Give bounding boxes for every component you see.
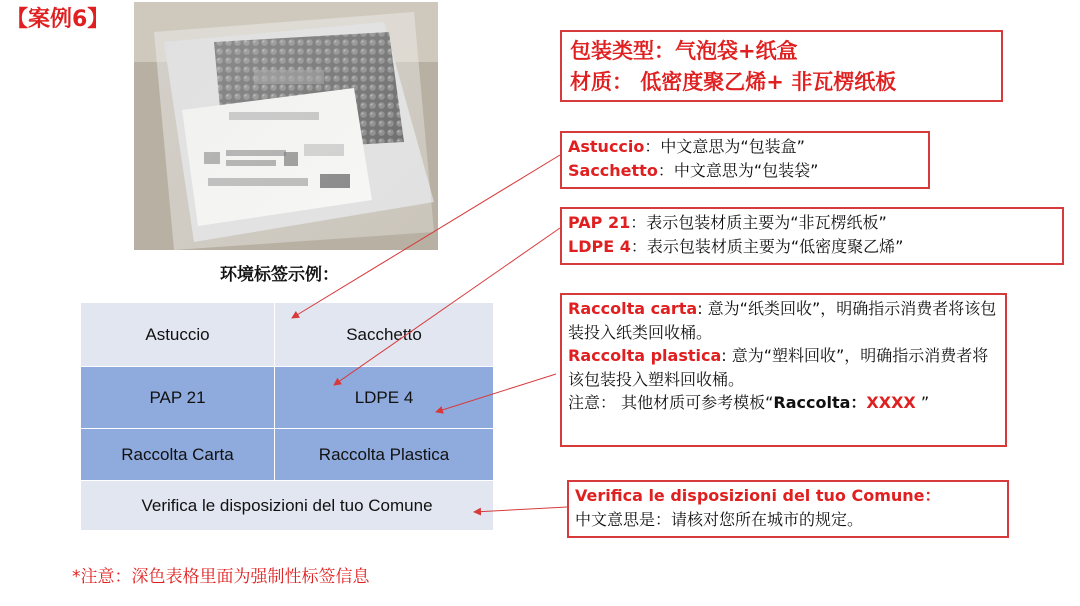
note-raccolta: Raccolta： (773, 393, 867, 412)
table-cell-raccolta-plastica: Raccolta Plastica (275, 429, 494, 481)
arrow-to-verifica (474, 507, 567, 512)
arrow-to-ldpe4 (334, 228, 560, 385)
term-verifica: Verifica le disposizioni del tuo Comune (575, 486, 925, 505)
arrow-to-astuccio (292, 155, 560, 318)
environment-label-caption: 环境标签示例： (220, 265, 339, 285)
arrow-to-raccolta (436, 374, 556, 412)
table-cell-astuccio: Astuccio (81, 303, 275, 367)
term-verifica-colon: ： (924, 486, 941, 505)
astuccio-meaning: ：中文意思为“包装盒” (644, 137, 805, 156)
note-prefix: 注意： 其他材质可参考模板“ (568, 393, 774, 412)
term-astuccio: Astuccio (568, 137, 645, 156)
sacchetto-meaning: ：中文意思为“包装袋” (657, 161, 819, 180)
term-ldpe4: LDPE 4 (568, 237, 631, 256)
verifica-meaning: 中文意思是：请核对您所在城市的规定。 (575, 510, 864, 529)
term-pap21: PAP 21 (568, 213, 631, 232)
note-suffix: ” (915, 393, 930, 412)
table-cell-ldpe4: LDPE 4 (275, 367, 494, 429)
term-sacchetto: Sacchetto (568, 161, 658, 180)
raccolta-plastica-meaning: : 意为“塑料回收”，明确指示消费者将该包装投入塑料回收桶。 (568, 346, 989, 389)
raccolta-carta-meaning: : 意为“纸类回收”，明确指示消费者将该包装投入纸类回收桶。 (568, 299, 997, 342)
table-cell-verifica: Verifica le disposizioni del tuo Comune (81, 481, 494, 531)
ldpe4-meaning: ：表示包装材质主要为“低密度聚乙烯” (630, 237, 904, 256)
term-raccolta-plastica: Raccolta plastica (568, 346, 722, 365)
packaging-type-line: 包装类型：气泡袋+纸盒 (570, 39, 798, 63)
table-cell-sacchetto: Sacchetto (275, 303, 494, 367)
term-raccolta-carta: Raccolta carta (568, 299, 698, 318)
note-xxxx: XXXX (866, 393, 916, 412)
packaging-material-line: 材质： 低密度聚乙烯+ 非瓦楞纸板 (570, 70, 897, 94)
footnote: *注意：深色表格里面为强制性标签信息 (72, 567, 370, 587)
table-cell-raccolta-carta: Raccolta Carta (81, 429, 275, 481)
case-title: 【案例6】 (6, 7, 110, 32)
pap21-meaning: ：表示包装材质主要为“非瓦楞纸板” (630, 213, 887, 232)
table-cell-pap21: PAP 21 (81, 367, 275, 429)
